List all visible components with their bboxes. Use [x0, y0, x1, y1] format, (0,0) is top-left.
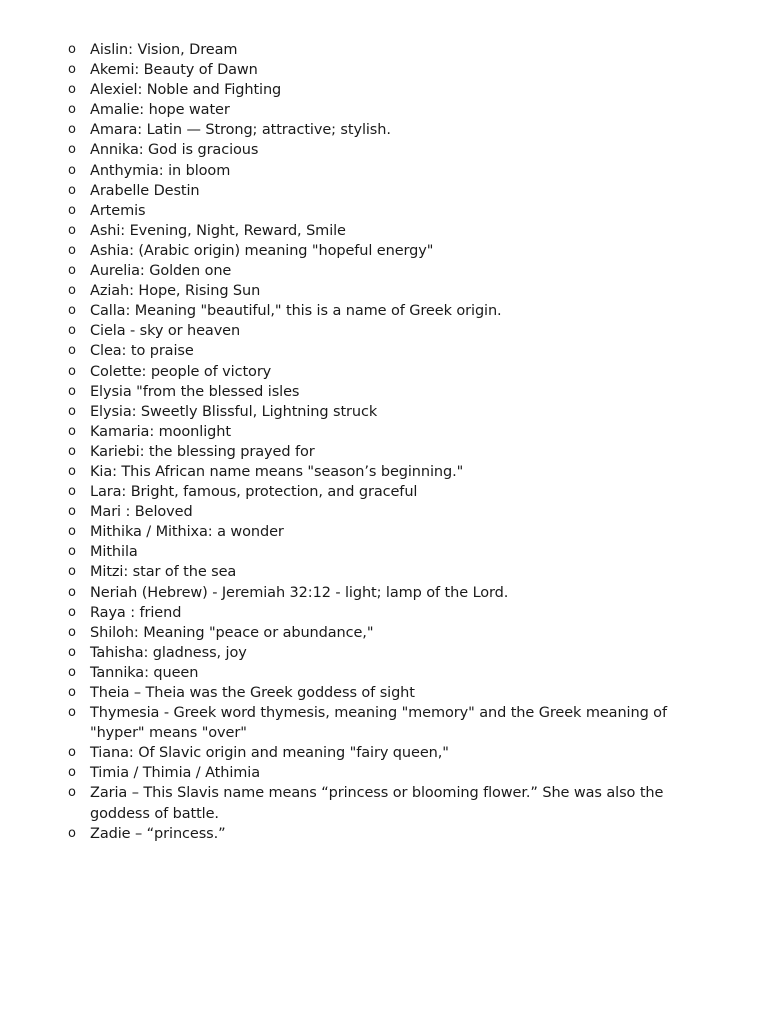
- list-item-text: Clea: to praise: [90, 343, 194, 360]
- bullet-marker: o: [68, 363, 76, 379]
- list-item: [62, 562, 712, 582]
- bullet-marker: o: [68, 524, 76, 540]
- list-item-text: Raya : friend: [90, 604, 182, 621]
- list-item: [62, 442, 712, 462]
- bullet-marker: o: [68, 584, 76, 600]
- bullet-marker: o: [68, 785, 76, 801]
- list-item-text: Kariebi: the blessing prayed for: [90, 443, 315, 460]
- list-item: [62, 683, 712, 703]
- bullet-marker: o: [68, 644, 76, 660]
- list-item-text: Kia: This African name means "season’s beginning.": [90, 463, 464, 480]
- list-item: [62, 382, 712, 402]
- bullet-marker: o: [68, 383, 76, 399]
- bullet-marker: o: [68, 42, 76, 57]
- list-item: [62, 120, 712, 140]
- list-item-text: Amara: Latin — Strong; attractive; stylish.: [90, 122, 391, 139]
- list-item-text: Aislin: Vision, Dream: [90, 42, 238, 58]
- bullet-marker: o: [68, 664, 76, 680]
- bullet-marker: o: [68, 484, 76, 500]
- bullet-marker: o: [68, 504, 76, 520]
- bullet-marker: o: [68, 242, 76, 258]
- list-item-text: Mari : Beloved: [90, 504, 193, 521]
- bullet-marker: o: [68, 765, 76, 781]
- list-item-text: Anthymia: in bloom: [90, 162, 231, 179]
- names-list: [62, 40, 712, 844]
- bullet-marker: o: [68, 82, 76, 98]
- list-item: [62, 241, 712, 261]
- bullet-marker: o: [68, 222, 76, 238]
- list-item-text: Lara: Bright, famous, protection, and graceful: [90, 484, 418, 501]
- list-item-text: Mithika / Mithixa: a wonder: [90, 524, 284, 541]
- bullet-marker: o: [68, 705, 76, 721]
- list-item: [62, 583, 712, 603]
- list-item: [62, 201, 712, 221]
- list-item: [62, 663, 712, 683]
- list-item: [62, 60, 712, 80]
- list-item: [62, 100, 712, 120]
- list-item-text: Elysia: Sweetly Blissful, Lightning struck: [90, 403, 378, 420]
- list-item: [62, 422, 712, 442]
- list-item-text: Timia / Thimia / Athimia: [90, 765, 261, 782]
- list-item-text: Ashia: (Arabic origin) meaning "hopeful energy": [90, 242, 434, 259]
- list-item: [62, 40, 712, 60]
- bullet-marker: o: [68, 624, 76, 640]
- list-item: [62, 482, 712, 502]
- list-item: [62, 261, 712, 281]
- list-item: [62, 301, 712, 321]
- bullet-marker: o: [68, 202, 76, 218]
- list-item-text: Ashi: Evening, Night, Reward, Smile: [90, 222, 346, 239]
- list-item-text: Colette: people of victory: [90, 363, 272, 380]
- bullet-marker: o: [68, 604, 76, 620]
- list-item-text: Amalie: hope water: [90, 102, 230, 119]
- list-item-text: Mithila: [90, 544, 138, 561]
- list-item: [62, 743, 712, 763]
- bullet-marker: o: [68, 745, 76, 761]
- bullet-marker: o: [68, 443, 76, 459]
- bullet-marker: o: [68, 323, 76, 339]
- bullet-marker: o: [68, 283, 76, 299]
- list-item: [62, 502, 712, 522]
- list-item: [62, 181, 712, 201]
- list-item: [62, 783, 712, 823]
- bullet-marker: o: [68, 544, 76, 560]
- list-item: [62, 281, 712, 301]
- bullet-marker: o: [68, 162, 76, 178]
- bullet-marker: o: [68, 564, 76, 580]
- list-item-text: Elysia "from the blessed isles: [90, 383, 300, 400]
- list-item-text: Artemis: [90, 202, 146, 219]
- list-item-text: Tannika: queen: [90, 664, 199, 681]
- list-item-text: Zadie – “princess.”: [90, 825, 226, 842]
- list-item-text: Zaria – This Slavis name means “princess or blooming flower.” She was also the goddess of battle.: [90, 785, 664, 822]
- list-item-text: Ciela - sky or heaven: [90, 323, 241, 340]
- list-item: [62, 763, 712, 783]
- list-item: [62, 402, 712, 422]
- list-item: [62, 824, 712, 844]
- bullet-marker: o: [68, 142, 76, 158]
- bullet-marker: o: [68, 343, 76, 359]
- list-item-text: Neriah (Hebrew) - Jeremiah 32:12 - light; lamp of the Lord.: [90, 584, 509, 601]
- bullet-marker: o: [68, 403, 76, 419]
- list-item-text: Arabelle Destin: [90, 182, 200, 199]
- list-item-text: Aziah: Hope, Rising Sun: [90, 283, 261, 300]
- list-item: [62, 603, 712, 623]
- list-item: [62, 362, 712, 382]
- list-item: [62, 321, 712, 341]
- list-item-text: Annika: God is gracious: [90, 142, 259, 159]
- bullet-marker: o: [68, 463, 76, 479]
- bullet-marker: o: [68, 303, 76, 319]
- list-item: [62, 462, 712, 482]
- list-item: [62, 341, 712, 361]
- bullet-marker: o: [68, 122, 76, 138]
- list-item: [62, 221, 712, 241]
- bullet-marker: o: [68, 263, 76, 279]
- bullet-marker: o: [68, 102, 76, 118]
- list-item-text: Shiloh: Meaning "peace or abundance,": [90, 624, 374, 641]
- bullet-marker: o: [68, 423, 76, 439]
- list-item-text: Mitzi: star of the sea: [90, 564, 237, 581]
- list-item: [62, 140, 712, 160]
- list-item-text: Tiana: Of Slavic origin and meaning "fairy queen,": [90, 745, 449, 762]
- list-item-text: Aurelia: Golden one: [90, 263, 232, 280]
- bullet-marker: o: [68, 182, 76, 198]
- bullet-marker: o: [68, 685, 76, 700]
- list-item-text: Alexiel: Noble and Fighting: [90, 82, 282, 99]
- bullet-marker: o: [68, 825, 76, 841]
- list-item: [62, 161, 712, 181]
- list-item-text: Tahisha: gladness, joy: [90, 644, 247, 661]
- list-item-text: Thymesia - Greek word thymesis, meaning "memory" and the Greek meaning of "hyper" means "over": [90, 705, 667, 742]
- list-item: [62, 623, 712, 643]
- list-item: [62, 80, 712, 100]
- list-item: [62, 522, 712, 542]
- list-item: [62, 643, 712, 663]
- list-item-text: Kamaria: moonlight: [90, 423, 231, 440]
- list-item: [62, 703, 712, 743]
- list-item: [62, 542, 712, 562]
- bullet-marker: o: [68, 62, 76, 78]
- list-item-text: Calla: Meaning "beautiful," this is a name of Greek origin.: [90, 303, 502, 320]
- list-item-text: Akemi: Beauty of Dawn: [90, 62, 258, 79]
- list-item-text: Theia – Theia was the Greek goddess of sight: [90, 685, 415, 701]
